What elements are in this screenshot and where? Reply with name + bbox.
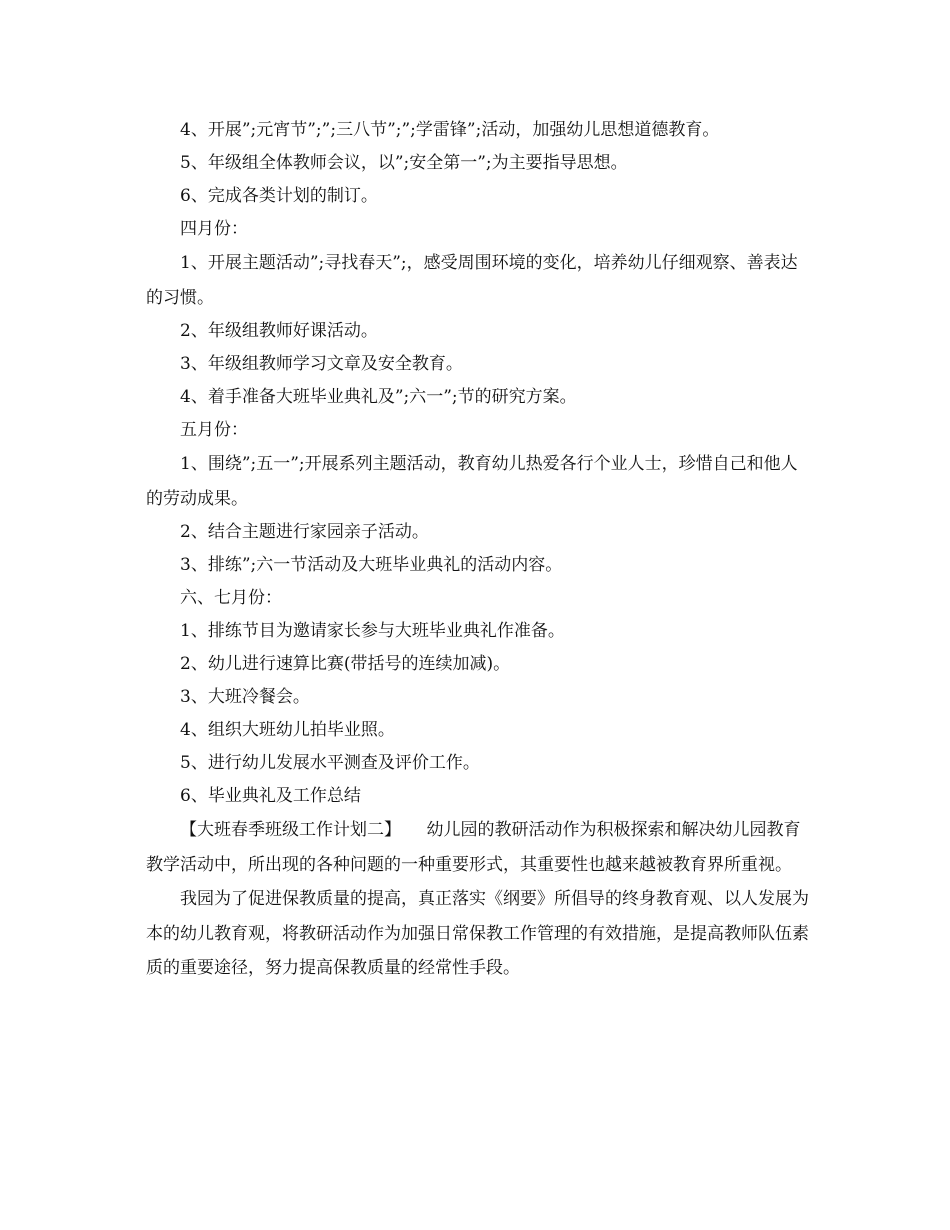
document-body — [146, 114, 810, 986]
paragraph-june-item-5: 5、进行幼儿发展水平测查及评价工作。 — [180, 753, 480, 773]
paragraph-april-item-2: 2、年级组教师好课活动。 — [180, 321, 378, 341]
paragraph-june-item-2: 2、幼儿进行速算比赛(带括号的连续加减)。 — [180, 654, 511, 674]
paragraph-april-item-1: 1、开展主题活动”;寻找春天”;，感受周围环境的变化，培养幼儿仔细观察、善表达的习惯。 — [146, 253, 798, 308]
paragraph-june-item-6: 6、毕业典礼及工作总结 — [180, 786, 361, 806]
heading-april: 四月份： — [180, 219, 248, 239]
paragraph-plan-two-intro: 【大班春季班级工作计划二】 幼儿园的教研活动作为积极探索和解决幼儿园教育教学活动中，所出现的各种问题的一种重要形式，其重要性也越来越被教育界所重视。 — [146, 820, 801, 875]
paragraph-plan-two-body: 我园为了促进保教质量的提高，真正落实《纲要》所倡导的终身教育观、以人发展为本的幼儿教育观，将教研活动作为加强日常保教工作管理的有效措施，是提高教师队伍素质的重要途径，努力提高保教质量的经常性手段。 — [146, 889, 809, 978]
paragraph-may-item-3: 3、排练”;六一节活动及大班毕业典礼的活动内容。 — [180, 555, 563, 575]
paragraph-march-item-5: 5、年级组全体教师会议，以”;安全第一”;为主要指导思想。 — [180, 153, 628, 173]
paragraph-march-item-6: 6、完成各类计划的制订。 — [180, 186, 378, 206]
paragraph-april-item-3: 3、年级组教师学习文章及安全教育。 — [180, 354, 463, 374]
paragraph-may-item-2: 2、结合主题进行家园亲子活动。 — [180, 522, 429, 542]
paragraph-june-item-4: 4、组织大班幼儿拍毕业照。 — [180, 720, 395, 740]
heading-may: 五月份： — [180, 420, 248, 440]
paragraph-march-item-4: 4、开展”;元宵节”;”;三八节”;”;学雷锋”;活动，加强幼儿思想道德教育。 — [180, 120, 720, 140]
paragraph-june-item-3: 3、大班冷餐会。 — [180, 687, 310, 707]
paragraph-april-item-4: 4、着手准备大班毕业典礼及”;六一”;节的研究方案。 — [180, 387, 577, 407]
paragraph-june-item-1: 1、排练节目为邀请家长参与大班毕业典礼作准备。 — [180, 621, 565, 641]
paragraph-may-item-1: 1、围绕”;五一”;开展系列主题活动，教育幼儿热爱各行个业人士，珍惜自己和他人的劳动成果。 — [146, 454, 798, 509]
heading-june-july: 六、七月份： — [180, 588, 282, 608]
